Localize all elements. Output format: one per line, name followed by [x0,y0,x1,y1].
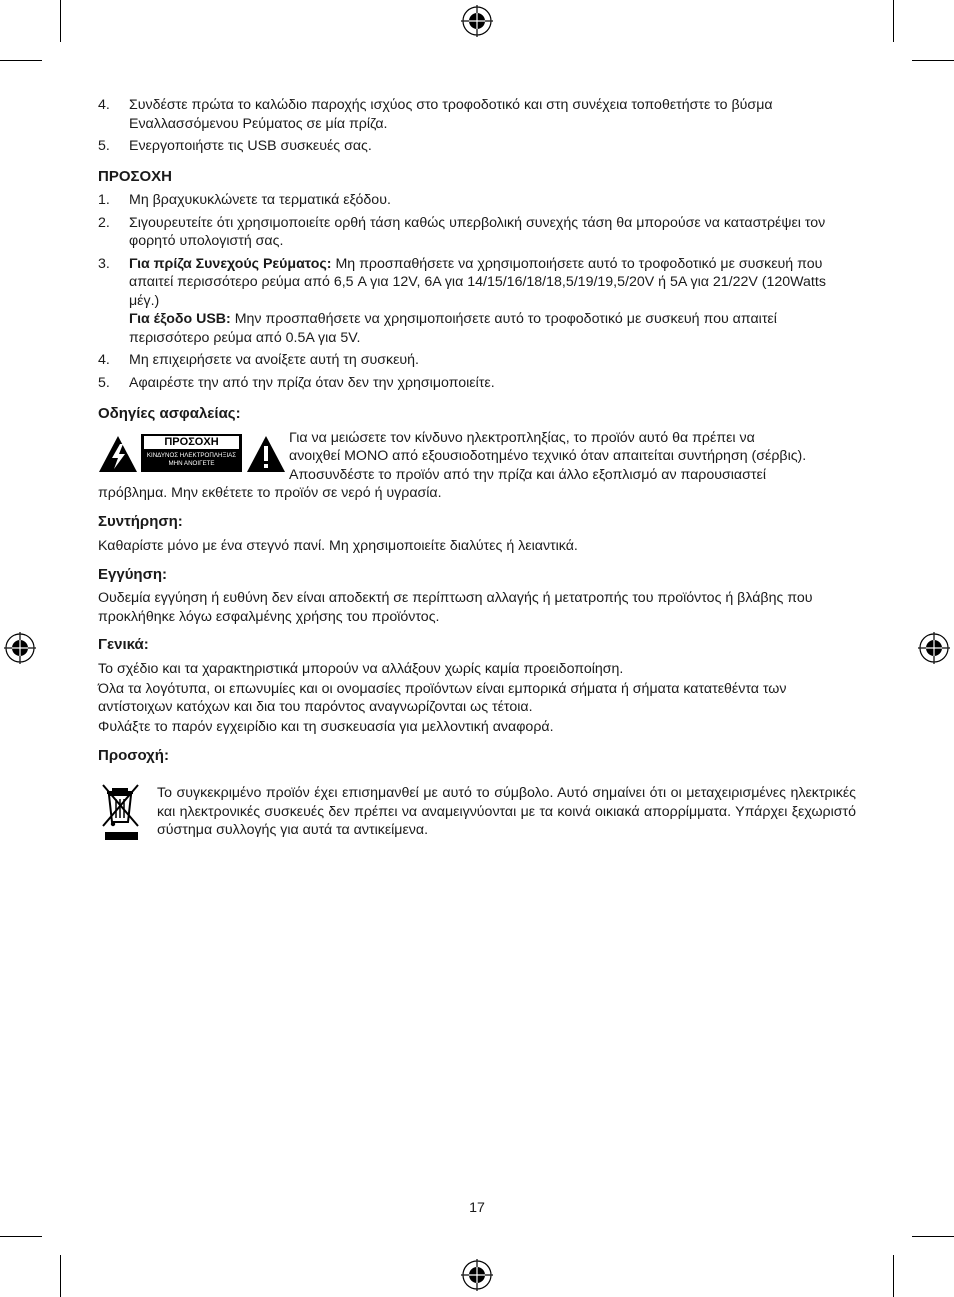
crossed-bin-icon [100,782,142,842]
list-text: Ενεργοποιήστε τις USB συσκευές σας. [129,138,372,154]
crop-mark [912,60,954,61]
registration-mark-icon [460,1258,494,1292]
dc-socket-text: Μη προσπαθήσετε να χρησιμοποιήσετε αυτό το τροφοδοτικό με συσκευή που απαιτεί περισσότερο ρεύμα από 6,5 A για 12V, 6A για 14/15/16/18/18,5/19/19,5/20V ή 5A για 21/22V (120Watts μέγ.) [129,255,826,309]
general-paragraph: Όλα τα λογότυπα, οι επωνυμίες και οι ονομασίες προϊόντων είναι εμπορικά σήματα ή σήματα κατατεθέντα των αντίστοιχων κατόχων και δια του παρόντος αναγνωρίζονται ως τέτοια. [98,680,787,715]
crop-mark [60,1255,61,1297]
safety-text-line: Αποσυνδέστε το προϊόν από την πρίζα και άλλο εξοπλισμό αν παρουσιαστεί [289,467,766,483]
crop-mark [0,1236,42,1237]
label-line: ΜΗΝ ΑΝΟΙΓΕΤΕ [168,460,215,467]
notice-heading: Προσοχή: [98,747,169,764]
crop-mark [893,1255,894,1297]
lightning-warning-icon [98,434,138,474]
general-text [98,660,856,736]
page-number: 17 [469,1200,485,1216]
registration-mark-icon [3,631,37,665]
exclamation-warning-icon [246,434,286,474]
list-item [98,214,856,251]
list-number: 5. [98,138,110,154]
safety-text-line: πρόβλημα. Μην εκθέτετε το προϊόν σε νερό ή υγρασία. [98,485,442,501]
usb-output-text: Μην προσπαθήσετε να χρησιμοποιήσετε αυτό το τροφοδοτικό με συσκευή που απαιτεί περισσότερο ρεύμα από 0.5A για 5V. [129,311,777,346]
list-text: Αφαιρέστε την από την πρίζα όταν δεν την χρησιμοποιείτε. [129,374,495,391]
warranty-text: Ουδεμία εγγύηση ή ευθύνη δεν είναι αποδεκτή σε περίπτωση αλλαγής ή μετατροπής του προϊόντος ή βλάβης που προκλήθηκε λόγω εσφαλμένης χρήσης του προϊόντος. [98,590,813,625]
shock-hazard-label [141,434,242,472]
list-number: 4. [98,352,110,368]
general-paragraph: Φυλάξτε το παρόν εγχειρίδιο και τη συσκευασία για μελλοντική αναφορά. [98,718,554,735]
list-text: Μη επιχειρήσετε να ανοίξετε αυτή τη συσκευή. [129,352,419,368]
safety-text-line: ανοιχθεί ΜΟΝΟ από εξουσιοδοτημένο τεχνικό όταν απαιτείται συντήρηση (σέρβις). [289,448,807,464]
label-line: ΚΙΝΔΥΝΟΣ ΗΛΕΚΤΡΟΠΛΗΞΙΑΣ [146,452,237,459]
notice-text: Το συγκεκριμένο προϊόν έχει επισημανθεί με αυτό το σύμβολο. Αυτό σημαίνει ότι οι μεταχειρισμένες ηλεκτρικές και ηλεκτρονικές συσκευές δεν πρέπει να αναμειγνύονται με τα κοινά οικιακά απορρίμματα. Υπάρχει ξεχωριστό σύστημα συλλογής για αυτά τα αντικείμενα. [157,785,856,838]
registration-mark-icon [917,631,951,665]
label-title: ΠΡΟΣΟΧΗ [144,436,239,449]
list-number: 1. [98,192,110,208]
caution-list [98,191,856,396]
warranty-heading: Εγγύηση: [98,566,168,583]
maintenance-text: Καθαρίστε μόνο με ένα στεγνό πανί. Μη χρησιμοποιείτε διαλύτες ή λειαντικά. [98,538,578,554]
list-item [98,255,856,348]
list-item [98,137,856,156]
list-text [129,255,856,311]
list-number: 2. [98,214,110,231]
general-paragraph: Το σχέδιο και τα χαρακτηριστικά μπορούν να αλλάξουν χωρίς καμία προειδοποίηση. [98,661,624,677]
list-item [98,351,856,370]
crop-mark [0,60,42,61]
list-text: Συνδέστε πρώτα το καλώδιο παροχής ισχύος στο τροφοδοτικό και στη συνέχεια τοποθετήστε το βύσμα Εναλλασσόμενου Ρεύματος σε μία πρίζα. [129,97,773,132]
crop-mark [893,0,894,42]
crop-mark [60,0,61,42]
crop-mark [912,1236,954,1237]
list-text [129,310,856,347]
list-item [98,191,856,210]
list-item [98,374,856,393]
caution-heading: ΠΡΟΣΟΧΗ [98,168,173,185]
list-number: 5. [98,374,110,391]
registration-mark-icon [460,4,494,38]
setup-steps-list [98,96,856,160]
safety-text-line: Για να μειώσετε τον κίνδυνο ηλεκτροπληξίας, το προϊόν αυτό θα πρέπει να [289,430,755,446]
list-number: 4. [98,97,110,113]
safety-heading: Οδηγίες ασφαλείας: [98,405,241,422]
general-heading: Γενικά: [98,636,149,653]
maintenance-heading: Συντήρηση: [98,513,183,530]
dc-socket-label: Για πρίζα Συνεχούς Ρεύματος: [129,255,332,272]
list-text: Μη βραχυκυκλώνετε τα τερματικά εξόδου. [129,192,391,208]
list-number: 3. [98,255,110,272]
list-item [98,96,856,133]
list-text: Σιγουρευτείτε ότι χρησιμοποιείτε ορθή τάση καθώς υπερβολική συνεχής τάση θα μπορούσε να καταστρέψει τον φορητό υπολογιστή σας. [129,214,826,249]
usb-output-label: Για έξοδο USB: [129,311,231,327]
